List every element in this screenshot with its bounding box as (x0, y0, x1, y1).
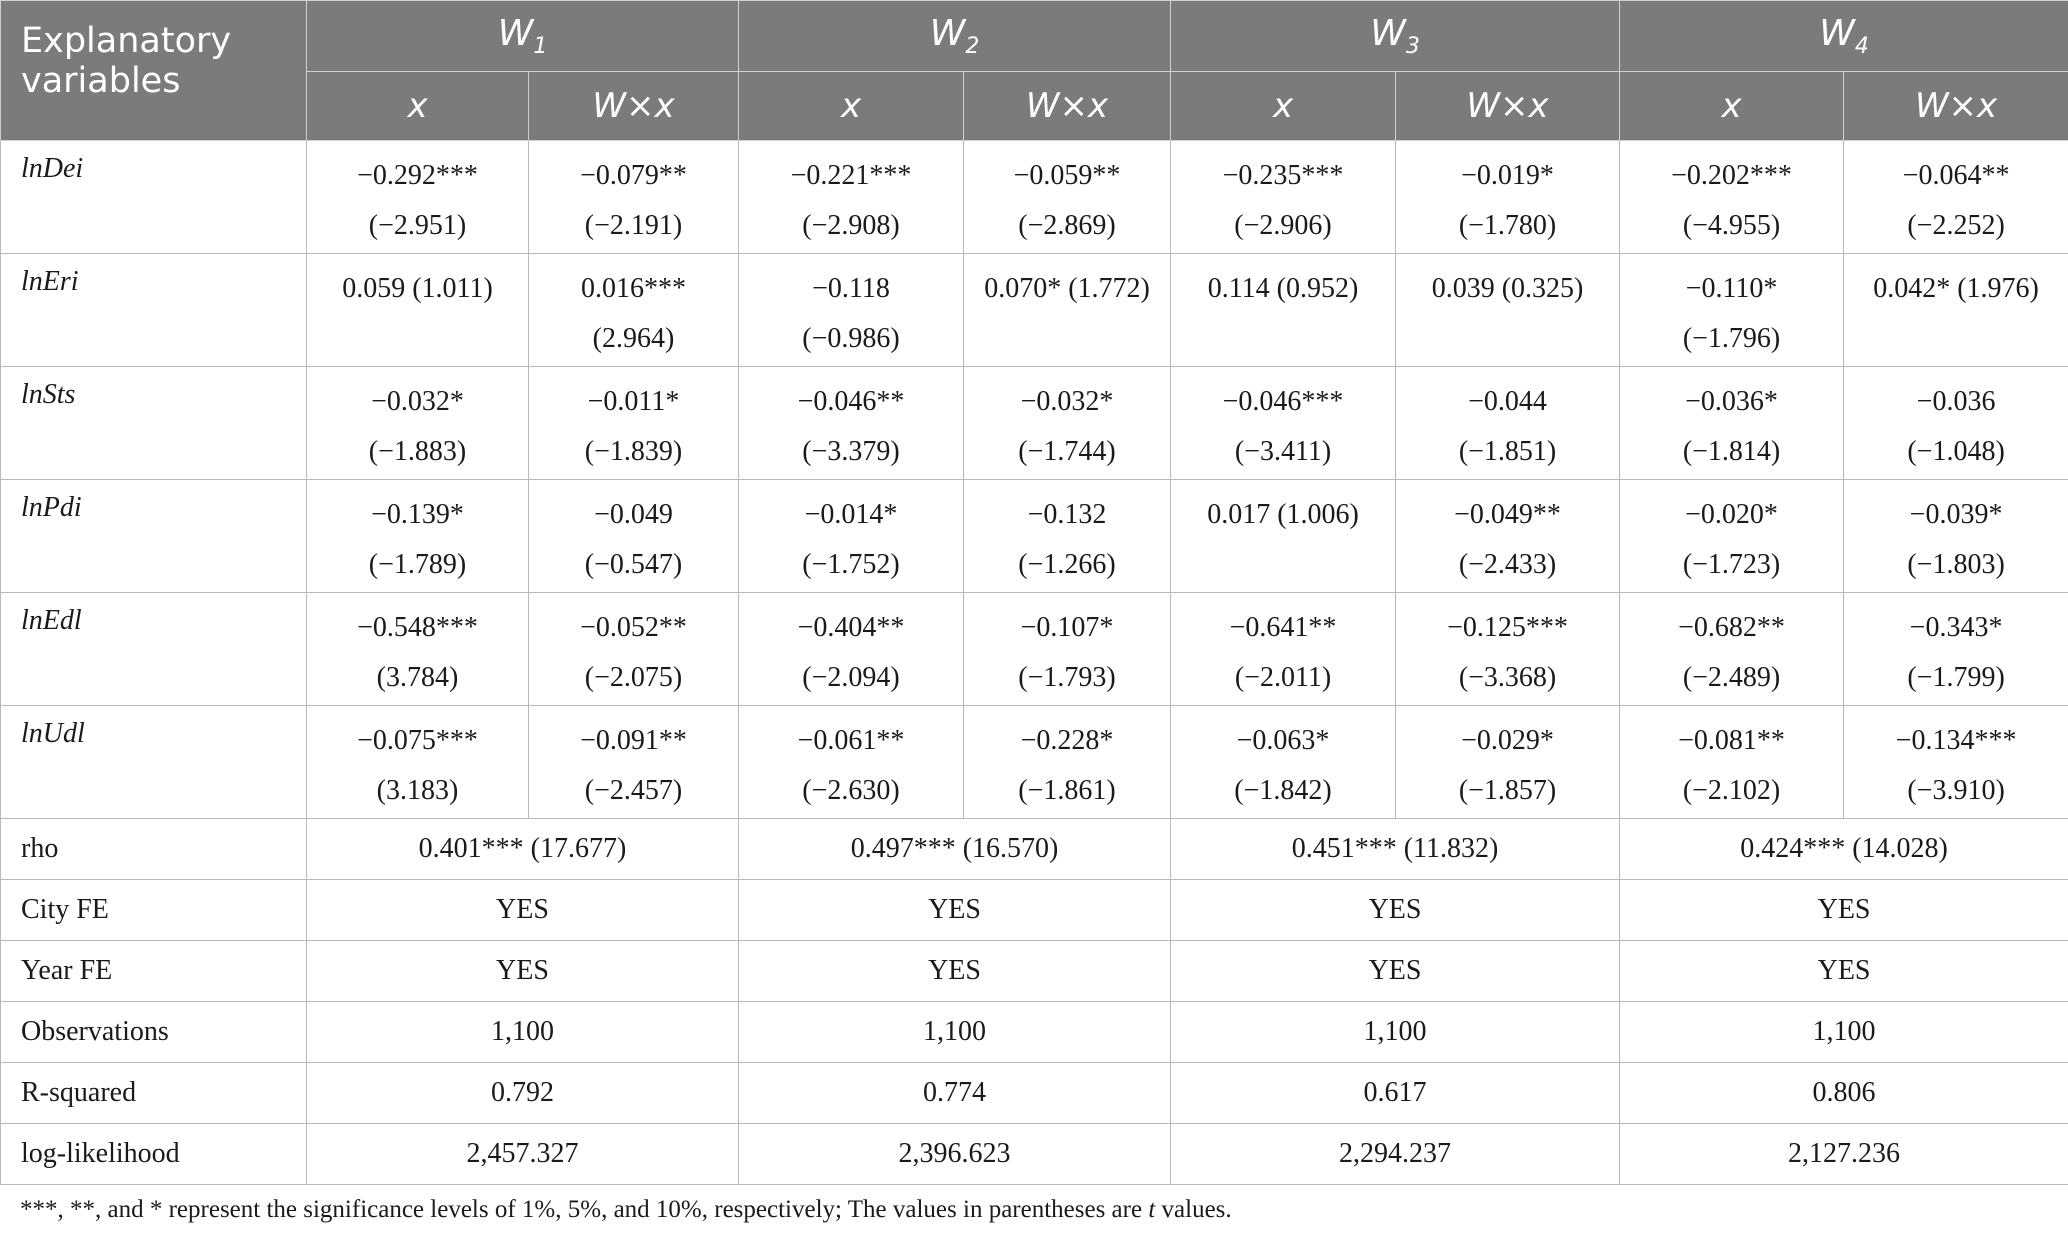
stat-row (1, 1124, 2068, 1185)
stat-value: YES (1620, 941, 2068, 1002)
coefficient-cell (964, 254, 1171, 367)
coefficient-cell (1396, 593, 1620, 706)
coefficient-value: −0.079** (580, 160, 687, 191)
coefficient-cell (1620, 706, 1844, 819)
stat-value: 0.806 (1620, 1063, 2068, 1124)
coefficient-value: 0.070* (1.772) (984, 273, 1150, 304)
subheader-wx: W×x (529, 72, 739, 141)
coefficient-value: −0.036 (1916, 386, 1996, 417)
coefficient-cell (307, 480, 529, 593)
stat-value: 1,100 (1171, 1002, 1620, 1063)
t-statistic: (−1.793) (1018, 662, 1116, 693)
coefficient-value: −0.032* (1020, 386, 1114, 417)
t-statistic: (−2.489) (1682, 662, 1781, 693)
t-statistic: (−2.433) (1458, 549, 1557, 580)
coefficient-cell (1396, 706, 1620, 819)
coefficient-value: −0.049 (594, 499, 673, 530)
header-line-1: Explanatory (21, 21, 232, 61)
stat-row (1, 880, 2068, 941)
t-statistic: (−2.011) (1234, 662, 1332, 693)
coefficient-cell (739, 367, 964, 480)
coefficient-cell (1620, 254, 1844, 367)
coefficient-cell (964, 367, 1171, 480)
coefficient-cell (1171, 480, 1396, 593)
t-statistic: (−3.368) (1458, 662, 1557, 693)
t-statistic: (−2.906) (1234, 210, 1332, 241)
table-row-lnpdi (1, 480, 2068, 593)
coefficient-cell (307, 367, 529, 480)
coefficient-value: −0.029* (1461, 725, 1554, 756)
table-body (1, 141, 2068, 1185)
stat-value: YES (739, 880, 1171, 941)
t-statistic: (−2.869) (1018, 210, 1116, 241)
coefficient-cell (529, 480, 739, 593)
coefficient-value: −0.019* (1461, 160, 1554, 191)
coefficient-value: −0.107* (1020, 612, 1114, 643)
stat-row (1, 941, 2068, 1002)
t-statistic: (−1.857) (1458, 775, 1557, 806)
coefficient-value: −0.548*** (357, 612, 478, 643)
t-statistic: (−3.411) (1234, 436, 1332, 467)
coefficient-cell (739, 593, 964, 706)
explanatory-variables-header (1, 1, 307, 141)
coefficient-cell (1171, 254, 1396, 367)
t-statistic: (−2.252) (1907, 210, 2005, 241)
table-row-lnsts (1, 367, 2068, 480)
coefficient-value: −0.641** (1229, 612, 1337, 643)
t-statistic: (−1.851) (1458, 436, 1557, 467)
coefficient-cell (1171, 141, 1396, 254)
subheader-wx: W×x (1844, 72, 2068, 141)
coefficient-value: 0.059 (1.011) (342, 273, 493, 304)
coefficient-value: −0.404** (797, 612, 905, 643)
coefficient-cell (964, 480, 1171, 593)
coefficient-value: −0.061** (797, 725, 905, 756)
coefficient-value: −0.046** (797, 386, 905, 417)
coefficient-cell (1171, 706, 1396, 819)
coefficient-value: −0.039* (1909, 499, 2003, 530)
coefficient-cell (1844, 480, 2068, 593)
t-statistic: (−2.951) (368, 210, 467, 241)
coefficient-cell (739, 141, 964, 254)
t-statistic: (−1.723) (1682, 549, 1781, 580)
t-statistic: (−1.796) (1682, 323, 1781, 354)
table-row-lnudl (1, 706, 2068, 819)
stat-value: 0.424*** (14.028) (1620, 819, 2068, 880)
coefficient-cell (1620, 593, 1844, 706)
subheader-x: x (307, 72, 529, 141)
coefficient-value: −0.052** (580, 612, 687, 643)
t-statistic: (−0.547) (584, 549, 683, 580)
coefficient-cell (1844, 367, 2068, 480)
stat-value: 0.617 (1171, 1063, 1620, 1124)
coefficient-cell (307, 593, 529, 706)
t-statistic: (−1.048) (1907, 436, 2005, 467)
coefficient-cell (529, 706, 739, 819)
coefficient-value: −0.063* (1236, 725, 1330, 756)
stat-value: 2,294.237 (1171, 1124, 1620, 1185)
stat-value: 0.401*** (17.677) (307, 819, 739, 880)
coefficient-value: −0.036* (1685, 386, 1778, 417)
stat-value: 1,100 (739, 1002, 1171, 1063)
coefficient-cell (1396, 480, 1620, 593)
stat-value: 2,457.327 (307, 1124, 739, 1185)
coefficient-value: −0.125*** (1447, 612, 1568, 643)
t-statistic: (−1.799) (1907, 662, 2005, 693)
stat-label: log-likelihood (1, 1124, 307, 1185)
coefficient-cell (1171, 367, 1396, 480)
coefficient-cell (1620, 367, 1844, 480)
t-statistic: (−3.379) (802, 436, 900, 467)
t-statistic: (−1.780) (1458, 210, 1557, 241)
coefficient-value: −0.343* (1909, 612, 2003, 643)
subheader-wx: W×x (1396, 72, 1620, 141)
coefficient-value: −0.064** (1902, 160, 2010, 191)
header-line-2: variables (21, 61, 181, 101)
subheader-x: x (739, 72, 964, 141)
coefficient-value: −0.046*** (1222, 386, 1344, 417)
subheader-x: x (1620, 72, 1844, 141)
coefficient-value: −0.118 (812, 273, 890, 304)
coefficient-cell (964, 706, 1171, 819)
stat-value: YES (739, 941, 1171, 1002)
stat-label: Year FE (1, 941, 307, 1002)
t-statistic: (−2.908) (802, 210, 900, 241)
coefficient-value: −0.059** (1013, 160, 1121, 191)
t-statistic: (−1.839) (584, 436, 683, 467)
coefficient-value: −0.044 (1468, 386, 1547, 417)
coefficient-value: −0.228* (1020, 725, 1114, 756)
table-footnote (20, 1196, 1232, 1224)
coefficient-value: −0.091** (580, 725, 687, 756)
table-header (1, 1, 2068, 141)
coefficient-value: −0.081** (1678, 725, 1785, 756)
coefficient-value: −0.292*** (357, 160, 478, 191)
coefficient-cell (1844, 254, 2068, 367)
stat-value: 0.497*** (16.570) (739, 819, 1171, 880)
coefficient-cell (529, 367, 739, 480)
stat-label: City FE (1, 880, 307, 941)
t-statistic: (−1.842) (1234, 775, 1332, 806)
stat-label: rho (1, 819, 307, 880)
stat-value: YES (1171, 880, 1620, 941)
subheader-wx: W×x (964, 72, 1171, 141)
coefficient-cell (1844, 593, 2068, 706)
stat-row (1, 819, 2068, 880)
weight-matrix-header-w1: $W_1$ (307, 1, 739, 72)
coefficient-value: −0.049** (1454, 499, 1561, 530)
stat-value: 1,100 (1620, 1002, 2068, 1063)
table-row-lneri (1, 254, 2068, 367)
coefficient-cell (1620, 480, 1844, 593)
coefficient-cell (1844, 706, 2068, 819)
coefficient-value: 0.039 (0.325) (1431, 273, 1584, 304)
footnote-t-symbol: t (1148, 1196, 1156, 1223)
footnote-text: ***, **, and * represent the significance levels of 1%, 5%, and 10%, respectively; The values in parentheses are (20, 1196, 1149, 1223)
stat-value: 2,396.623 (739, 1124, 1171, 1185)
t-statistic: (−0.986) (802, 323, 900, 354)
coefficient-value: −0.202*** (1671, 160, 1792, 191)
subheader-x: x (1171, 72, 1396, 141)
coefficient-cell (307, 254, 529, 367)
coefficient-cell (529, 141, 739, 254)
coefficient-value: −0.134*** (1895, 725, 2017, 756)
variable-name: lnDei (1, 141, 307, 254)
weight-matrix-header-w3: $W_3$ (1171, 1, 1620, 72)
coefficient-cell (739, 480, 964, 593)
coefficient-value: −0.020* (1685, 499, 1778, 530)
t-statistic: (−2.075) (584, 662, 683, 693)
t-statistic: (−3.910) (1907, 775, 2005, 806)
stat-value: YES (1171, 941, 1620, 1002)
coefficient-value: 0.016*** (581, 273, 686, 304)
coefficient-cell (307, 706, 529, 819)
t-statistic: (−2.094) (802, 662, 900, 693)
t-statistic: (3.183) (376, 775, 459, 806)
stat-row (1, 1002, 2068, 1063)
stat-value: 0.774 (739, 1063, 1171, 1124)
t-statistic: (−2.457) (584, 775, 683, 806)
coefficient-value: −0.014* (804, 499, 898, 530)
t-statistic: (−2.191) (584, 210, 683, 241)
t-statistic: (−1.814) (1682, 436, 1781, 467)
t-statistic: (−1.266) (1018, 549, 1116, 580)
coefficient-value: −0.221*** (790, 160, 912, 191)
stat-value: YES (307, 880, 739, 941)
t-statistic: (−1.803) (1907, 549, 2005, 580)
coefficient-value: −0.110* (1685, 273, 1778, 304)
coefficient-value: −0.682** (1678, 612, 1785, 643)
variable-name: lnPdi (1, 480, 307, 593)
coefficient-cell (1396, 141, 1620, 254)
coefficient-cell (529, 593, 739, 706)
coefficient-value: −0.139* (371, 499, 464, 530)
coefficient-cell (964, 593, 1171, 706)
stat-row (1, 1063, 2068, 1124)
stat-value: 0.451*** (11.832) (1171, 819, 1620, 880)
coefficient-cell (1844, 141, 2068, 254)
variable-name: lnSts (1, 367, 307, 480)
coefficient-cell (529, 254, 739, 367)
t-statistic: (3.784) (376, 662, 459, 693)
table-row-lnedl (1, 593, 2068, 706)
coefficient-value: 0.017 (1.006) (1207, 499, 1359, 530)
coefficient-value: −0.235*** (1222, 160, 1344, 191)
coefficient-value: 0.114 (0.952) (1207, 273, 1359, 304)
coefficient-cell (1620, 141, 1844, 254)
weight-matrix-header-w4: $W_4$ (1620, 1, 2068, 72)
variable-name: lnUdl (1, 706, 307, 819)
t-statistic: (−1.789) (368, 549, 467, 580)
coefficient-value: −0.011* (587, 386, 680, 417)
t-statistic: (−1.752) (802, 549, 900, 580)
stat-value: 0.792 (307, 1063, 739, 1124)
stat-value: YES (1620, 880, 2068, 941)
t-statistic: (−1.883) (368, 436, 467, 467)
t-statistic: (−2.102) (1682, 775, 1781, 806)
coefficient-cell (739, 254, 964, 367)
stat-value: 1,100 (307, 1002, 739, 1063)
t-statistic: (−4.955) (1682, 210, 1781, 241)
t-statistic: (−1.744) (1018, 436, 1116, 467)
t-statistic: (−1.861) (1018, 775, 1116, 806)
coefficient-cell (1396, 367, 1620, 480)
coefficient-value: −0.132 (1027, 499, 1107, 530)
stat-label: R-squared (1, 1063, 307, 1124)
coefficient-cell (739, 706, 964, 819)
coefficient-value: 0.042* (1.976) (1873, 273, 2039, 304)
weight-matrix-header-w2: $W_2$ (739, 1, 1171, 72)
table-row-lndei (1, 141, 2068, 254)
coefficient-cell (964, 141, 1171, 254)
coefficient-value: −0.032* (371, 386, 464, 417)
coefficient-cell (1171, 593, 1396, 706)
variable-name: lnEri (1, 254, 307, 367)
footnote-end: values. (1155, 1196, 1232, 1223)
t-statistic: (−2.630) (802, 775, 900, 806)
t-statistic: (2.964) (592, 323, 675, 354)
variable-name: lnEdl (1, 593, 307, 706)
stat-value: YES (307, 941, 739, 1002)
coefficient-cell (1396, 254, 1620, 367)
coefficient-value: −0.075*** (357, 725, 478, 756)
stat-value: 2,127.236 (1620, 1124, 2068, 1185)
stat-label: Observations (1, 1002, 307, 1063)
coefficient-cell (307, 141, 529, 254)
